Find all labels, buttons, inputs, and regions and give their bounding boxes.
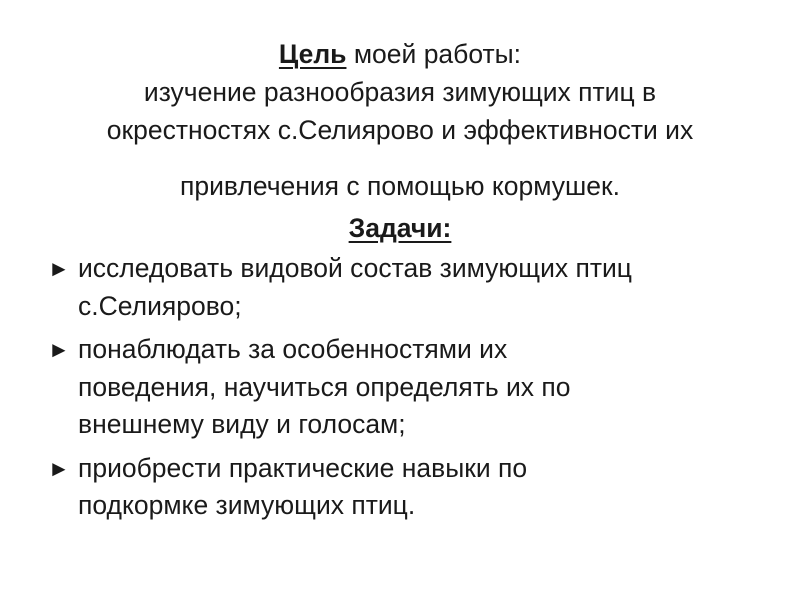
bullet-arrow-icon: ►	[48, 455, 70, 481]
tasks-list	[48, 250, 778, 531]
task-3-line-2: подкормке зимующих птиц.	[78, 490, 416, 520]
task-1-line-1: исследовать видовой состав зимующих птиц	[78, 253, 632, 283]
task-2-line-1: понаблюдать за особенностями их	[78, 334, 508, 364]
goal-heading	[20, 35, 780, 73]
task-1-line-2: с.Селиярово;	[78, 290, 242, 321]
task-item-3	[48, 450, 778, 525]
task-2-line-2: поведения, научиться определять их по	[78, 371, 571, 402]
task-item-1	[48, 250, 778, 325]
task-item-2	[48, 331, 778, 444]
task-2-line-3: внешнему виду и голосам;	[78, 409, 406, 439]
tasks-title: Задачи:	[348, 213, 452, 243]
bullet-arrow-icon: ►	[48, 256, 70, 281]
goal-heading-rest: моей работы:	[346, 39, 522, 69]
task-3-line-1: приобрести практические навыки по	[78, 452, 528, 483]
goal-label: Цель	[278, 39, 347, 69]
goal-text-line-2: окрестностях с.Селиярово и эффективности их	[106, 115, 694, 145]
bullet-arrow-icon: ►	[48, 337, 70, 362]
goal-text-line-1: изучение разнообразия зимующих птиц в	[143, 77, 657, 107]
goal-block	[20, 35, 780, 205]
goal-text-line-3: привлечения с помощью кормушек.	[180, 171, 620, 201]
